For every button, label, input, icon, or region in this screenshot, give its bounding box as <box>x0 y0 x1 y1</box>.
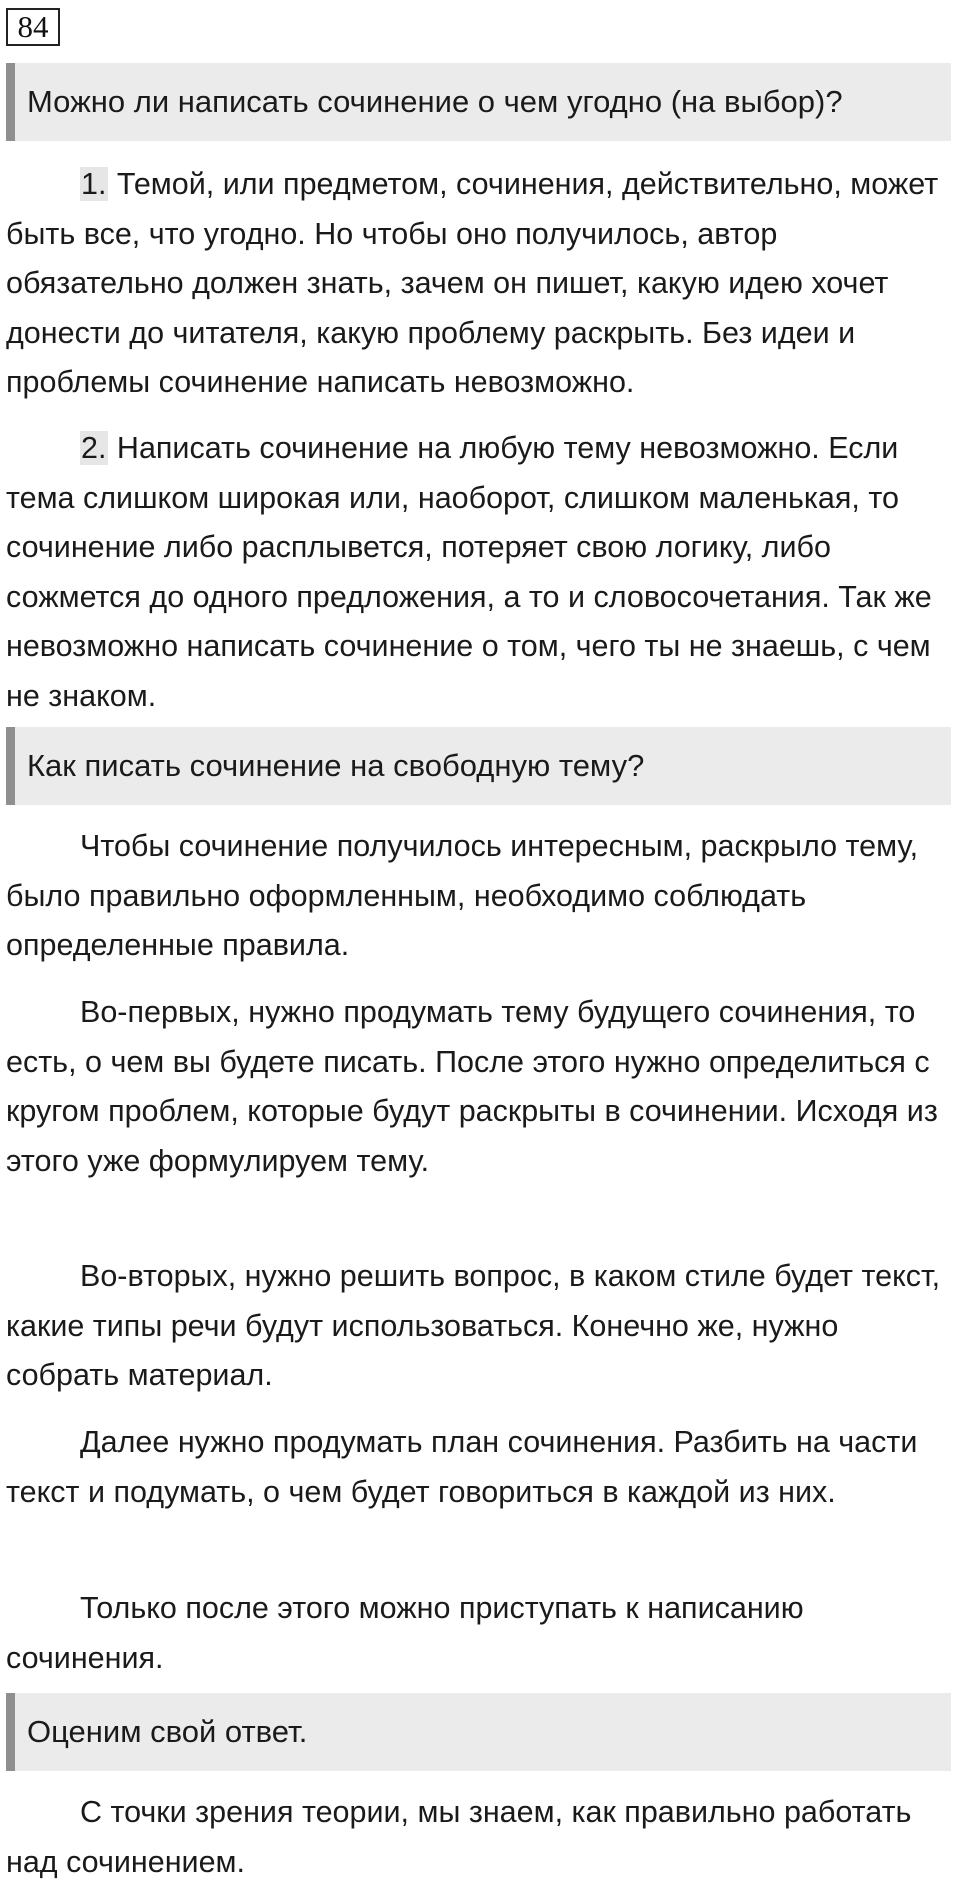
answer-number: 1. <box>81 167 107 201</box>
body-paragraph: Только после этого можно приступать к написанию сочинения. <box>6 1591 804 1675</box>
page-number: 84 <box>6 8 60 46</box>
paragraph-text: Темой, или предметом, сочинения, действительно, может быть все, что угодно. Но чтобы оно получилось, автор обязательно должен знать, зачем он пишет, какую идею хочет донести до читателя, какую проблему раскрыть. Без идеи и проблемы сочинение написать невозможно. <box>6 167 939 400</box>
body-paragraph: Во-вторых, нужно решить вопрос, в каком стиле будет текст, какие типы речи будут использоваться. Конечно же, нужно собрать материал. <box>6 1259 941 1393</box>
answer-paragraph-2 <box>6 424 956 722</box>
paragraph-text: Написать сочинение на любую тему невозможно. Если тема слишком широкая или, наоборот, слишком маленькая, то сочинение либо расплывется, потеряет свою логику, либо сожмется до одного предложения, а то и словосочетания. Так же невозможно написать сочинение о том, чего ты не знаешь, с чем не знаком. <box>6 431 932 713</box>
section-heading-choice: Можно ли написать сочинение о чем угодно (на выбор)? <box>6 63 951 141</box>
section-heading-evaluate: Оценим свой ответ. <box>6 1693 951 1771</box>
section-heading-free-topic: Как писать сочинение на свободную тему? <box>6 727 951 805</box>
answer-paragraph-1 <box>6 160 956 408</box>
body-paragraph: Во-первых, нужно продумать тему будущего сочинения, то есть, о чем вы будете писать. После этого нужно определиться с кругом проблем, которые будут раскрыты в сочинении. Исходя из этого уже формулируем тему. <box>6 995 938 1178</box>
body-paragraph: С точки зрения теории, мы знаем, как правильно работать над сочинением. <box>6 1795 912 1879</box>
body-paragraph: Чтобы сочинение получилось интересным, раскрыло тему, было правильно оформленным, необходимо соблюдать определенные правила. <box>6 829 919 963</box>
answer-number: 2. <box>81 431 107 465</box>
body-paragraph: Далее нужно продумать план сочинения. Разбить на части текст и подумать, о чем будет говориться в каждой из них. <box>6 1425 918 1509</box>
